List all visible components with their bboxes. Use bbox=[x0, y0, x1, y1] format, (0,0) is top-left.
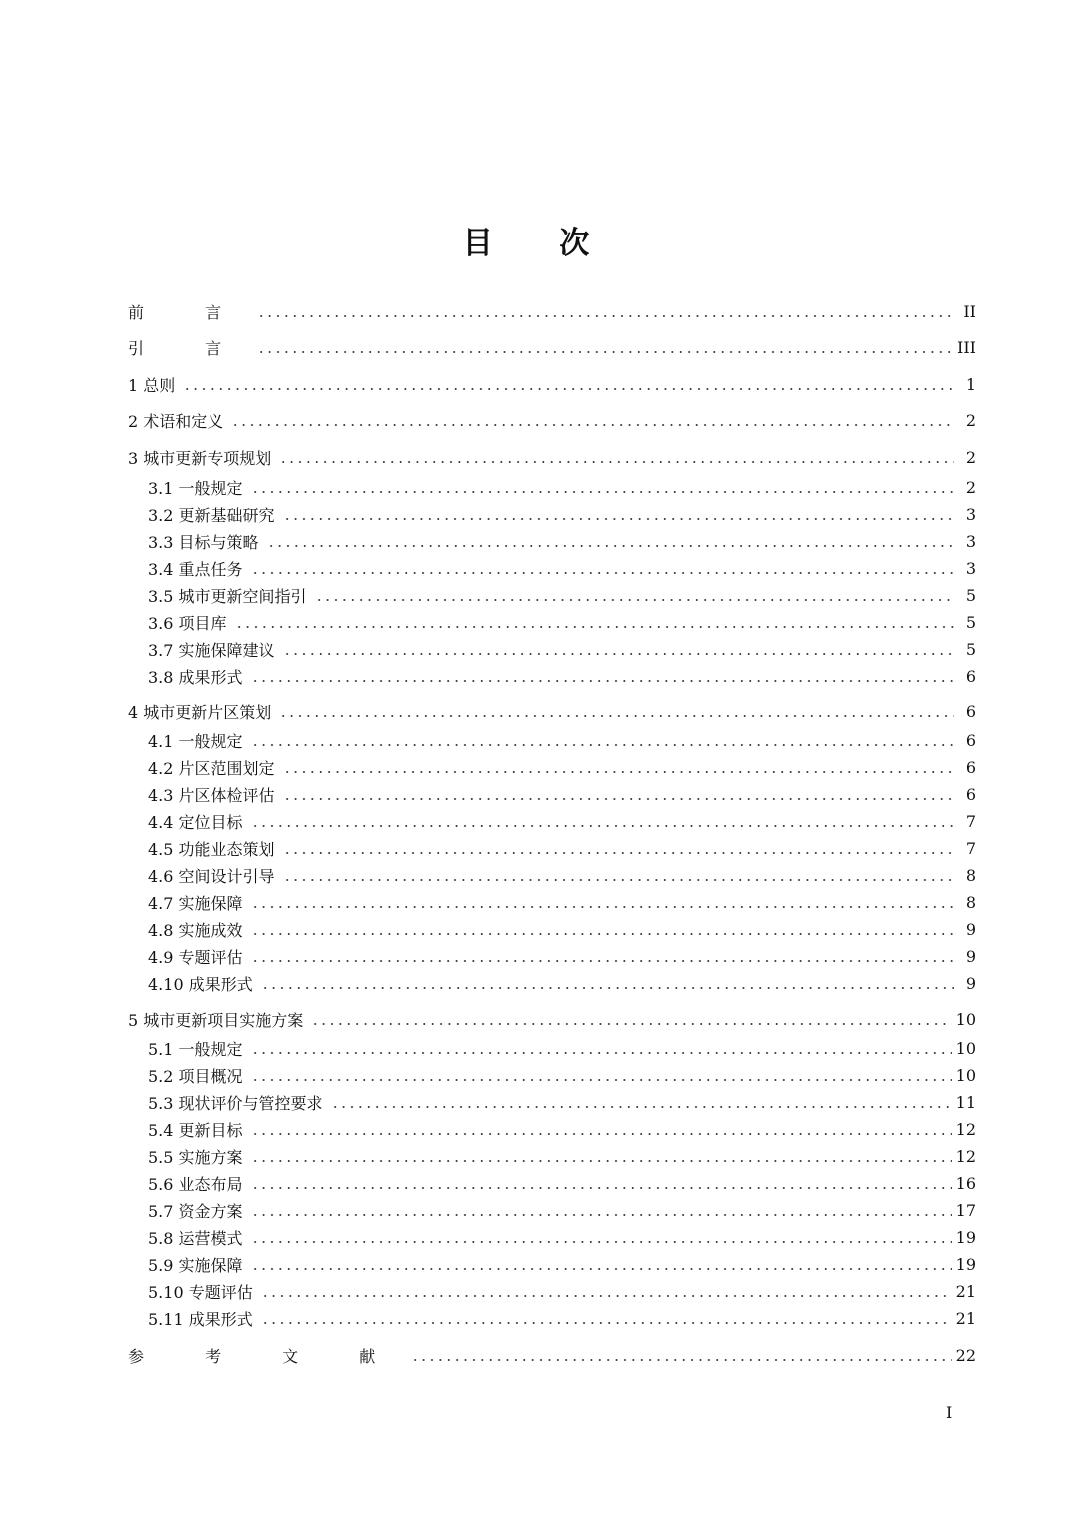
toc-leader-dots bbox=[251, 744, 954, 746]
toc-entry-page-number: 19 bbox=[955, 1227, 976, 1247]
toc-entry-label: 2 术语和定义 bbox=[128, 411, 224, 431]
toc-entry-page-number: 6 bbox=[965, 666, 976, 686]
toc-leader-dots bbox=[331, 1106, 952, 1108]
toc-entry-label: 3.4 重点任务 bbox=[148, 559, 243, 579]
toc-entry-page-number: 9 bbox=[965, 946, 976, 966]
toc-entry-label: 4.9 专题评估 bbox=[148, 947, 243, 967]
toc-leader-dots bbox=[251, 1187, 952, 1189]
toc-entry-page-number: 5 bbox=[965, 639, 976, 659]
toc-entry-page-number: 10 bbox=[955, 1038, 976, 1058]
toc-entry bbox=[148, 1144, 976, 1168]
toc-entry bbox=[148, 583, 976, 607]
toc-entry bbox=[128, 1343, 976, 1367]
toc-entry-label: 4 城市更新片区策划 bbox=[128, 702, 272, 722]
toc-leader-dots bbox=[283, 771, 954, 773]
toc-entry-page-number: 2 bbox=[965, 477, 976, 497]
page-title: 目 次 bbox=[462, 226, 618, 261]
toc-leader-dots bbox=[231, 424, 954, 426]
toc-entry bbox=[148, 917, 976, 941]
toc-entry-label: 3.5 城市更新空间指引 bbox=[148, 586, 307, 606]
toc-entry-label: 3.2 更新基础研究 bbox=[148, 505, 275, 525]
toc-entry-page-number: 9 bbox=[965, 973, 976, 993]
toc-entry-page-number: 3 bbox=[965, 558, 976, 578]
toc-entry-page-number: 6 bbox=[965, 757, 976, 777]
toc-entry bbox=[128, 335, 976, 359]
toc-entry-label: 4.3 片区体检评估 bbox=[148, 785, 275, 805]
toc-entry bbox=[148, 1090, 976, 1114]
toc-entry bbox=[148, 502, 976, 526]
toc-entry bbox=[128, 699, 976, 723]
toc-entry bbox=[148, 809, 976, 833]
toc-leader-dots bbox=[261, 1322, 952, 1324]
footer-page-number: I bbox=[946, 1403, 953, 1422]
toc-entry-label: 3 城市更新专项规划 bbox=[128, 448, 272, 468]
toc-entry-page-number: 10 bbox=[955, 1009, 976, 1029]
toc-entry bbox=[148, 728, 976, 752]
toc-leader-dots bbox=[235, 626, 954, 628]
toc-entry bbox=[148, 836, 976, 860]
toc-entry bbox=[148, 1117, 976, 1141]
toc-entry-page-number: 5 bbox=[965, 585, 976, 605]
toc-leader-dots bbox=[283, 653, 954, 655]
toc-entry bbox=[148, 782, 976, 806]
toc-entry-label: 3.3 目标与策略 bbox=[148, 532, 259, 552]
toc-entry-label: 前 言 bbox=[128, 302, 250, 322]
toc-leader-dots bbox=[311, 1023, 951, 1025]
toc-leader-dots bbox=[283, 518, 954, 520]
toc-leader-dots bbox=[251, 825, 954, 827]
toc-entry-page-number: 6 bbox=[965, 701, 976, 721]
toc-entry-page-number: 2 bbox=[965, 410, 976, 430]
toc-entry bbox=[148, 755, 976, 779]
toc-leader-dots bbox=[251, 680, 954, 682]
toc-leader-dots bbox=[251, 1052, 952, 1054]
toc-entry-label: 4.6 空间设计引导 bbox=[148, 866, 275, 886]
toc-entry-page-number: 16 bbox=[955, 1173, 976, 1193]
toc-entry-label: 4.5 功能业态策划 bbox=[148, 839, 275, 859]
toc-entry-page-number: 12 bbox=[955, 1146, 976, 1166]
toc-entry-page-number: 8 bbox=[965, 865, 976, 885]
toc-entry-page-number: 1 bbox=[965, 374, 976, 394]
toc-leader-dots bbox=[279, 461, 954, 463]
toc-entry bbox=[128, 445, 976, 469]
toc-entry-label: 引 言 bbox=[128, 338, 250, 358]
toc-entry-label: 4.1 一般规定 bbox=[148, 731, 243, 751]
toc-entry bbox=[148, 556, 976, 580]
toc-entry bbox=[148, 944, 976, 968]
toc-entry bbox=[148, 863, 976, 887]
toc-leader-dots bbox=[261, 987, 954, 989]
toc-entry-label: 4.2 片区范围划定 bbox=[148, 758, 275, 778]
toc-entry-page-number: 8 bbox=[965, 892, 976, 912]
toc-leader-dots bbox=[183, 388, 954, 390]
toc-entry-page-number: 9 bbox=[965, 919, 976, 939]
toc-entry-label: 3.8 成果形式 bbox=[148, 667, 243, 687]
toc-entry bbox=[128, 1007, 976, 1031]
toc-entry-label: 参 考 文 献 bbox=[128, 1346, 404, 1366]
toc-leader-dots bbox=[261, 1295, 952, 1297]
toc-leader-dots bbox=[251, 491, 954, 493]
toc-leader-dots bbox=[315, 599, 954, 601]
toc-entry bbox=[148, 1306, 976, 1330]
toc-entry-label: 5.8 运营模式 bbox=[148, 1228, 243, 1248]
toc-entry-page-number: 6 bbox=[965, 730, 976, 750]
toc-leader-dots bbox=[257, 315, 954, 317]
toc-entry-page-number: 21 bbox=[955, 1308, 976, 1328]
toc-leader-dots bbox=[251, 960, 954, 962]
toc-entry-page-number: II bbox=[963, 301, 976, 321]
toc-entry-page-number: 2 bbox=[965, 447, 976, 467]
toc-entry bbox=[148, 1036, 976, 1060]
toc-leader-dots bbox=[251, 906, 954, 908]
toc-entry bbox=[128, 372, 976, 396]
toc-entry-label: 5.10 专题评估 bbox=[148, 1282, 253, 1302]
toc-entry-label: 3.6 项目库 bbox=[148, 613, 227, 633]
toc-entry bbox=[148, 1171, 976, 1195]
toc-entry bbox=[148, 637, 976, 661]
toc-entry bbox=[148, 890, 976, 914]
toc-entry-page-number: 17 bbox=[955, 1200, 976, 1220]
toc-leader-dots bbox=[283, 879, 954, 881]
toc-entry-label: 1 总则 bbox=[128, 375, 176, 395]
toc-leader-dots bbox=[251, 933, 954, 935]
toc-entry-label: 4.7 实施保障 bbox=[148, 893, 243, 913]
toc-entry bbox=[148, 1252, 976, 1276]
toc-leader-dots bbox=[257, 351, 953, 353]
toc-entry-page-number: 12 bbox=[955, 1119, 976, 1139]
toc-leader-dots bbox=[251, 1268, 952, 1270]
toc-entry bbox=[128, 299, 976, 323]
toc-entry bbox=[148, 664, 976, 688]
toc-entry-page-number: 7 bbox=[965, 811, 976, 831]
toc-entry-label: 5.6 业态布局 bbox=[148, 1174, 243, 1194]
toc-entry-page-number: 3 bbox=[965, 531, 976, 551]
toc-entry-label: 4.8 实施成效 bbox=[148, 920, 243, 940]
toc-entry-page-number: 19 bbox=[955, 1254, 976, 1274]
toc-entry-page-number: 22 bbox=[955, 1345, 976, 1365]
toc-entry-page-number: 7 bbox=[965, 838, 976, 858]
toc-leader-dots bbox=[251, 1079, 952, 1081]
toc-entry bbox=[148, 1279, 976, 1303]
toc-entry bbox=[148, 529, 976, 553]
toc-entry bbox=[128, 408, 976, 432]
toc-entry bbox=[148, 1198, 976, 1222]
toc-entry-label: 4.4 定位目标 bbox=[148, 812, 243, 832]
toc-entry-page-number: 3 bbox=[965, 504, 976, 524]
toc-entry-label: 5.5 实施方案 bbox=[148, 1147, 243, 1167]
toc-leader-dots bbox=[267, 545, 954, 547]
toc-entry-page-number: 21 bbox=[955, 1281, 976, 1301]
toc-entry bbox=[148, 1225, 976, 1249]
toc-leader-dots bbox=[251, 1133, 952, 1135]
toc-entry-label: 5.7 资金方案 bbox=[148, 1201, 243, 1221]
toc-entry-page-number: III bbox=[957, 337, 976, 357]
toc-entry bbox=[148, 475, 976, 499]
toc-entry-label: 5.3 现状评价与管控要求 bbox=[148, 1093, 323, 1113]
toc-entry-label: 5 城市更新项目实施方案 bbox=[128, 1010, 304, 1030]
toc-entry-label: 4.10 成果形式 bbox=[148, 974, 253, 994]
toc-entry-label: 5.2 项目概况 bbox=[148, 1066, 243, 1086]
toc-entry bbox=[148, 610, 976, 634]
toc-entry-label: 3.7 实施保障建议 bbox=[148, 640, 275, 660]
toc-entry-label: 3.1 一般规定 bbox=[148, 478, 243, 498]
toc-entry-page-number: 10 bbox=[955, 1065, 976, 1085]
toc-entry-label: 5.11 成果形式 bbox=[148, 1309, 253, 1329]
toc-leader-dots bbox=[251, 1214, 952, 1216]
toc-entry-label: 5.9 实施保障 bbox=[148, 1255, 243, 1275]
toc-leader-dots bbox=[283, 798, 954, 800]
toc-leader-dots bbox=[251, 572, 954, 574]
toc-leader-dots bbox=[279, 715, 954, 717]
toc-entry-page-number: 5 bbox=[965, 612, 976, 632]
toc-leader-dots bbox=[283, 852, 954, 854]
toc-entry-page-number: 6 bbox=[965, 784, 976, 804]
toc-entry bbox=[148, 1063, 976, 1087]
toc-leader-dots bbox=[411, 1359, 951, 1361]
toc-entry bbox=[148, 971, 976, 995]
toc-entry-label: 5.4 更新目标 bbox=[148, 1120, 243, 1140]
toc-entry-page-number: 11 bbox=[955, 1092, 976, 1112]
toc-entry-label: 5.1 一般规定 bbox=[148, 1039, 243, 1059]
toc-leader-dots bbox=[251, 1160, 952, 1162]
toc-leader-dots bbox=[251, 1241, 952, 1243]
